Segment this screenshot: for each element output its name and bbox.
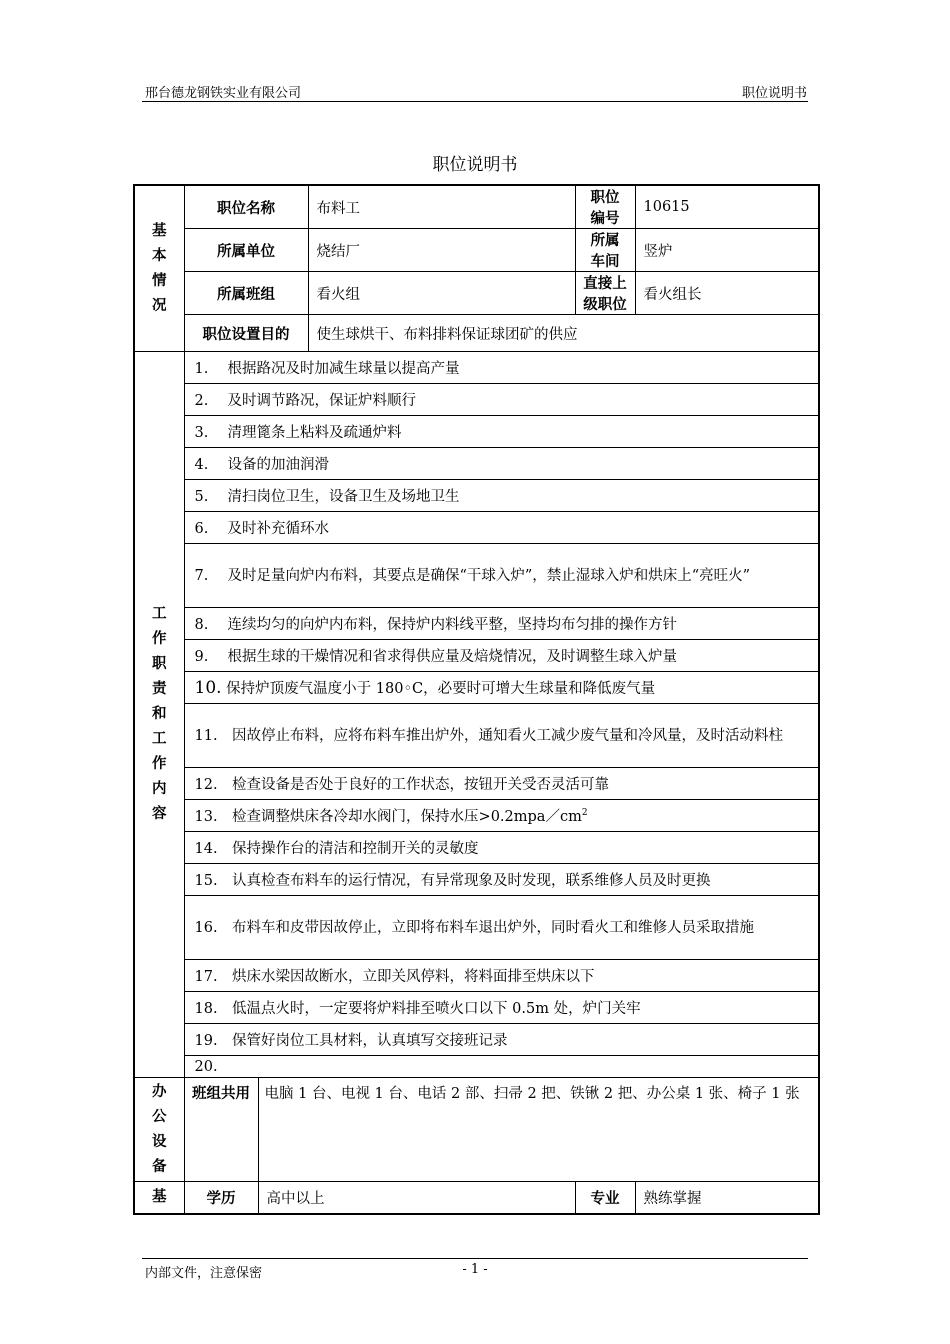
position-name-value: 布料工: [308, 185, 575, 229]
major-label: 专业: [575, 1182, 635, 1214]
header-company: 邢台德龙钢铁实业有限公司: [145, 86, 302, 101]
position-code-value: 10615: [635, 185, 819, 229]
duty-item: 15. 认真检查布料车的运行情况，有异常现象及时发现，联系维修人员及时更换: [184, 864, 819, 896]
unit-value: 烧结厂: [308, 229, 575, 272]
duty-item: [184, 672, 819, 704]
header-doc-type: 职位说明书: [741, 86, 807, 101]
duty-item: 14. 保持操作台的清洁和控制开关的灵敏度: [184, 832, 819, 864]
section-office-equipment: 办 公 设 备: [134, 1078, 184, 1182]
major-value: 熟练掌握: [635, 1182, 819, 1214]
duty-item: 18. 低温点火时，一定要将炉料排至喷火口以下 0.5m 处，炉门关牢: [184, 992, 819, 1024]
page-title: 职位说明书: [432, 155, 518, 175]
duty-item: 3. 清理篦条上粘料及疏通炉料: [184, 416, 819, 448]
workshop-label: 所属车间: [575, 229, 635, 272]
education-value: 高中以上: [258, 1182, 575, 1214]
team-label: 所属班组: [184, 272, 308, 315]
duty-item: 9. 根据生球的干燥情况和省求得供应量及焙烧情况，及时调整生球入炉量: [184, 640, 819, 672]
team-value: 看火组: [308, 272, 575, 315]
shared-equipment-label: 班组共用: [184, 1078, 258, 1182]
duty-item-superscript: 2: [581, 808, 588, 819]
footer-divider: [142, 1258, 808, 1259]
education-label: 学历: [184, 1182, 258, 1214]
duty-item: 6. 及时补充循环水: [184, 512, 819, 544]
purpose-label: 职位设置目的: [184, 315, 308, 352]
workshop-value: 竖炉: [635, 229, 819, 272]
duty-item: 2. 及时调节路况，保证炉料顺行: [184, 384, 819, 416]
duty-item: 17. 烘床水梁因故断水，立即关风停料，将料面排至烘床以下: [184, 960, 819, 992]
section-basic-info: 基 本 情 况: [134, 185, 184, 352]
purpose-value: 使生球烘干、布料排料保证球团矿的供应: [308, 315, 819, 352]
superior-value: 看火组长: [635, 272, 819, 315]
section-qualification: 基: [134, 1182, 184, 1214]
duty-item: 7. 及时足量向炉内布料，其要点是确保“干球入炉”，禁止湿球入炉和烘床上“亮旺火”: [184, 544, 819, 608]
duty-item: 11. 因故停止布料，应将布料车推出炉外，通知看火工减少废气量和冷风量，及时活动料柱: [184, 704, 819, 768]
duty-item: 20.: [184, 1056, 819, 1078]
header-divider: [142, 101, 808, 102]
duty-item: 12. 检查设备是否处于良好的工作状态，按钮开关受否灵活可靠: [184, 768, 819, 800]
section-duties: 工 作 职 责 和 工 作 内 容: [134, 352, 184, 1078]
duty-item-number: 10.: [194, 678, 222, 698]
position-name-label: 职位名称: [184, 185, 308, 229]
duty-item: [184, 800, 819, 832]
duty-item: 1. 根据路况及时加减生球量以提高产量: [184, 352, 819, 384]
footer-note: 内部文件，注意保密: [145, 1266, 263, 1281]
job-description-table: [133, 184, 820, 1215]
duty-item-text: 保持炉顶废气温度小于 180◦C，必要时可增大生球量和降低废气量: [226, 681, 656, 697]
page-number: - 1 -: [462, 1262, 488, 1277]
duty-item: 8. 连续均匀的向炉内布料，保持炉内料线平整，坚持均布匀排的操作方针: [184, 608, 819, 640]
duty-item: 4. 设备的加油润滑: [184, 448, 819, 480]
duty-item-text: 13. 检查调整烘床各冷却水阀门，保持水压>0.2mpa／cm: [194, 809, 582, 825]
unit-label: 所属单位: [184, 229, 308, 272]
position-code-label: 职位编号: [575, 185, 635, 229]
shared-equipment-value: 电脑 1 台、电视 1 台、电话 2 部、扫帚 2 把、铁锹 2 把、办公桌 1 张、椅子 1 张: [258, 1078, 819, 1182]
duty-item: 16. 布料车和皮带因故停止，立即将布料车退出炉外，同时看火工和维修人员采取措施: [184, 896, 819, 960]
duty-item: 5. 清扫岗位卫生，设备卫生及场地卫生: [184, 480, 819, 512]
superior-label: 直接上级职位: [575, 272, 635, 315]
duty-item: 19. 保管好岗位工具材料，认真填写交接班记录: [184, 1024, 819, 1056]
